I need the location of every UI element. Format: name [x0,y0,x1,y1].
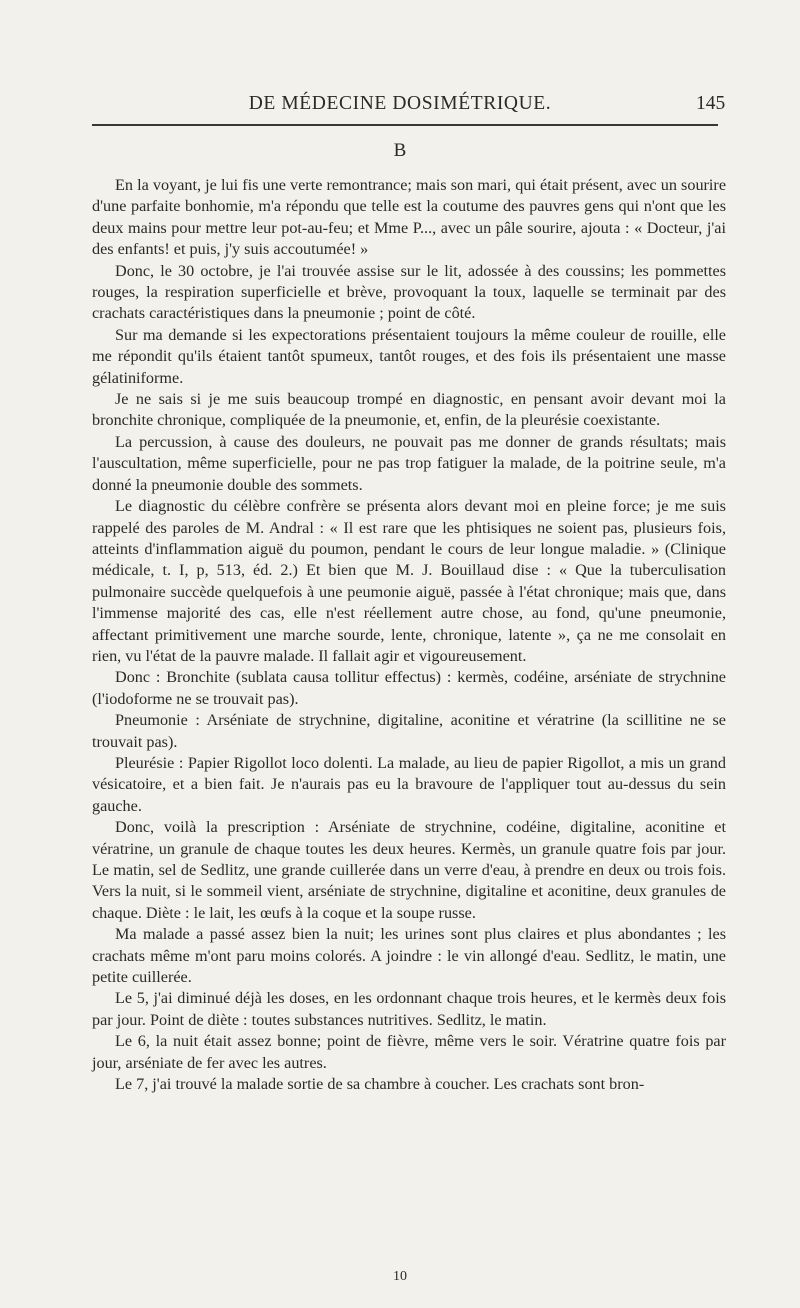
paragraph: Le 6, la nuit était assez bonne; point de fièvre, même vers le soir. Vératrine quatre fois par jour, arséniate de fer avec les autres. [92,1032,726,1072]
paragraph: Le 5, j'ai diminué déjà les doses, en les ordonnant chaque trois heures, et le kermès deux fois par jour. Point de diète : toutes substances nutritives. Sedlitz, le matin. [92,989,726,1029]
paragraph: Je ne sais si je me suis beaucoup trompé en diagnostic, en pensant avoir devant moi la bronchite chronique, compliquée de la pneumonie, et, enfin, de la pleurésie coexistante. [92,390,726,430]
paragraph: Le diagnostic du célèbre confrère se présenta alors devant moi en pleine force; je me suis rappelé des paroles de M. Andral : « Il est rare que les phtisiques ne soient pas, plusieurs fois, atteints d'inflammation aiguë du poumon, pendant le cours de leur longue maladie. » (Clinique médicale, t. I, p, 513, éd. 2.) Et bien que M. J. Bouillaud dise : « Que la tuberculisation pulmonaire succède quelquefois à une peumonie aiguë, passée à l'état chronique; mais que, dans l'immense majorité des cas, elle n'est réellement autre chose, au fond, qu'une pneumonie, affectant primitivement une marche sourde, lente, chronique, latente », ça ne me consolait en rien, vu l'état de la pauvre malade. Il fallait agir et vigoureusement. [92,497,726,665]
paragraph: Pneumonie : Arséniate de strychnine, digitaline, aconitine et vératrine (la scillitine ne se trouvait pas). [92,711,726,751]
running-header-title: DE MÉDECINE DOSIMÉTRIQUE. [248,93,552,114]
header-rule [92,124,718,126]
section-letter: B [393,140,407,161]
paragraph: La percussion, à cause des douleurs, ne pouvait pas me donner de grands résultats; mais l'auscultation, même superficielle, pour ne pas trop fatiguer la malade, de la poitrine seule, m'a donné la pneumonie double des sommets. [92,432,726,494]
paragraph: Donc, le 30 octobre, je l'ai trouvée assise sur le lit, adossée à des coussins; les pommettes rouges, la respiration superficielle et brève, provoquant la toux, laquelle se terminait par des crachats caractéristiques dans la pneumonie ; point de côté. [92,261,726,323]
body-text [92,175,726,1095]
page-number: 145 [696,93,726,114]
paragraph: Sur ma demande si les expectorations présentaient toujours la même couleur de rouille, elle me répondit qu'ils étaient tantôt spumeux, tantôt rouges, et des fois ils présentaient une masse gélatiniforme. [92,325,726,387]
paragraph: Donc : Bronchite (sublata causa tollitur effectus) : kermès, codéine, arséniate de strychnine (l'iodoforme ne se trouvait pas). [92,668,726,708]
paragraph: Donc, voilà la prescription : Arséniate de strychnine, codéine, digitaline, aconitine et vératrine, un granule de chaque toutes les deux heures. Kermès, un granule quatre fois par jour. Le matin, sel de Sedlitz, une grande cuillerée dans un verre d'eau, à prendre en deux ou trois fois. Vers la nuit, si le sommeil vient, arséniate de strychnine, digitaline et aconitine, deux granules de chaque. Diète : le lait, les œufs à la coque et la soupe russe. [92,818,726,922]
paragraph: Pleurésie : Papier Rigollot loco dolenti. La malade, au lieu de papier Rigollot, a mis un grand vésicatoire, et a bien fait. Je n'aurais pas eu la bravoure de l'appliquer tout au-dessus du sein gauche. [92,753,726,815]
paragraph: Le 7, j'ai trouvé la malade sortie de sa chambre à coucher. Les crachats sont bron- [115,1075,645,1094]
paragraph: Ma malade a passé assez bien la nuit; les urines sont plus claires et plus abondantes ; les crachats même m'ont paru moins colorés. A joindre : le vin allongé d'eau. Sedlitz, le matin, une petite cuillerée. [92,925,726,987]
signature-mark: 10 [393,1269,407,1284]
paragraph: En la voyant, je lui fis une verte remontrance; mais son mari, qui était présent, avec un sourire d'une parfaite bonhomie, m'a répondu que telle est la coutume des pauvres gens qui n'ont que les deux mains pour mettre leur pot-au-feu; et Mme P..., avec un pâle sourire, ajouta : « Docteur, j'ai des enfants! et puis, j'y suis accoutumée! » [92,176,726,259]
